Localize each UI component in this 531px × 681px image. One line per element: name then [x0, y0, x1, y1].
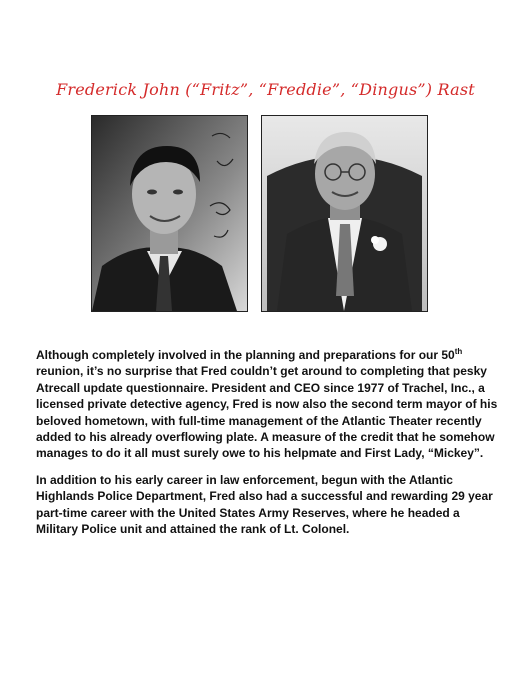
ordinal-suffix: th — [454, 347, 463, 356]
biography-paragraph-1 — [36, 347, 498, 462]
page-title: Frederick John (“Fritz”, “Freddie”, “Dingus”) Rast — [56, 80, 475, 99]
young-portrait-photo — [91, 115, 248, 312]
older-portrait-photo — [261, 115, 428, 312]
paragraph-1-start: Although completely involved in the planning and preparations for our 50 — [36, 348, 455, 362]
paragraph-1-rest: reunion, it’s no surprise that Fred couldn’t get around to completing that pesky Atrecall update questionnaire. President and CEO since 1977 of Trachel, Inc., a licensed private detective agency, Fred is now also the second term mayor of his beloved hometown, with full-time management of the Atlantic Theater recently added to his already overflowing plate. A measure of the credit that he somehow manages to do it all must surely owe to his helpmate and First Lady, “Mickey”. — [36, 364, 498, 461]
biography-text — [36, 347, 498, 547]
biography-paragraph-2: In addition to his early career in law enforcement, begun with the Atlantic Highlands Police Department, Fred also had a successful and rewarding 29 year part-time career with the United States Army Reserves, where he headed a Military Police unit and attained the rank of Lt. Colonel. — [36, 472, 493, 537]
